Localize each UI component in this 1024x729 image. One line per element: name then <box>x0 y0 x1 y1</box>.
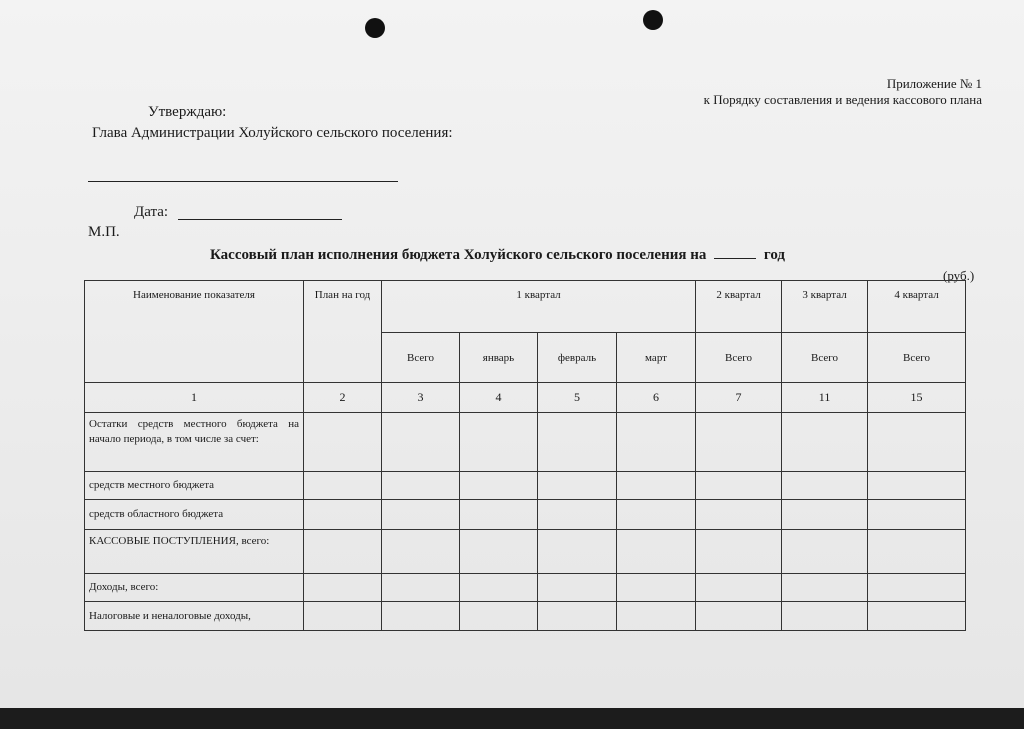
table-cell <box>617 573 696 601</box>
table-cell <box>617 601 696 630</box>
column-number: 15 <box>868 383 966 413</box>
table-cell <box>696 499 782 529</box>
table-row <box>85 499 966 529</box>
table-cell <box>382 529 460 573</box>
table-cell <box>868 573 966 601</box>
table-cell <box>304 601 382 630</box>
table-cell <box>696 471 782 499</box>
column-number: 7 <box>696 383 782 413</box>
table-cell <box>460 413 538 471</box>
table-row <box>85 413 966 471</box>
punch-hole-left <box>365 18 385 38</box>
table-cell <box>460 529 538 573</box>
date-label: Дата: <box>134 204 169 220</box>
table-cell <box>538 499 617 529</box>
table-cell <box>382 413 460 471</box>
column-number: 5 <box>538 383 617 413</box>
header-q1: 1 квартал <box>382 281 696 333</box>
table-cell <box>617 499 696 529</box>
table-cell <box>782 529 868 573</box>
header-indicator: Наименование показателя <box>85 281 304 383</box>
head-of-administration-label: Глава Администрации Холуйского сельского поселения: <box>92 125 453 141</box>
header-mar: март <box>617 333 696 383</box>
table-cell <box>538 529 617 573</box>
row-label: средств областного бюджета <box>85 499 304 529</box>
row-label: Остатки средств местного бюджета на начало периода, в том числе за счет: <box>85 413 304 471</box>
header-q2: 2 квартал <box>696 281 782 333</box>
table-cell <box>868 601 966 630</box>
table-cell <box>617 471 696 499</box>
table-cell <box>868 499 966 529</box>
table-cell <box>382 573 460 601</box>
table-cell <box>696 413 782 471</box>
row-label: средств местного бюджета <box>85 471 304 499</box>
table-row <box>85 573 966 601</box>
table-cell <box>782 601 868 630</box>
units-label: (руб.) <box>943 268 975 283</box>
table-cell <box>696 529 782 573</box>
header-q2-total: Всего <box>696 333 782 383</box>
table-row <box>85 529 966 573</box>
title-suffix: год <box>763 247 785 263</box>
table-cell <box>382 601 460 630</box>
table-cell <box>782 499 868 529</box>
approve-label: Утверждаю: <box>148 104 227 120</box>
header-feb: февраль <box>538 333 617 383</box>
signature-line <box>88 181 398 182</box>
row-label: КАССОВЫЕ ПОСТУПЛЕНИЯ, всего: <box>85 529 304 573</box>
column-number-row <box>85 383 966 413</box>
table-cell <box>696 601 782 630</box>
page-title <box>210 246 785 264</box>
appendix-line-1: Приложение № 1 <box>886 76 982 91</box>
table-cell <box>782 413 868 471</box>
table-cell <box>782 573 868 601</box>
table-cell <box>696 573 782 601</box>
column-number: 1 <box>85 383 304 413</box>
table-cell <box>304 529 382 573</box>
table-cell <box>304 413 382 471</box>
table-cell <box>538 601 617 630</box>
table-cell <box>868 471 966 499</box>
table-cell <box>460 601 538 630</box>
table-cell <box>538 471 617 499</box>
column-number: 4 <box>460 383 538 413</box>
table-row <box>85 601 966 630</box>
header-q1-total: Всего <box>382 333 460 383</box>
table-cell <box>460 499 538 529</box>
header-q3: 3 квартал <box>782 281 868 333</box>
cash-plan-table <box>84 280 966 631</box>
table-cell <box>304 471 382 499</box>
year-blank-line <box>714 246 756 259</box>
column-number: 2 <box>304 383 382 413</box>
table-cell <box>782 471 868 499</box>
header-q4: 4 квартал <box>868 281 966 333</box>
column-number: 3 <box>382 383 460 413</box>
table-cell <box>304 499 382 529</box>
table-cell <box>382 499 460 529</box>
scanner-edge <box>0 708 1024 729</box>
table-cell <box>538 413 617 471</box>
column-number: 11 <box>782 383 868 413</box>
table-row <box>85 471 966 499</box>
table-cell <box>304 573 382 601</box>
row-label: Налоговые и неналоговые доходы, <box>85 601 304 630</box>
header-q3-total: Всего <box>782 333 868 383</box>
table-cell <box>617 413 696 471</box>
punch-hole-right <box>643 10 663 30</box>
table-cell <box>382 471 460 499</box>
header-year-plan: План на год <box>304 281 382 383</box>
column-number: 6 <box>617 383 696 413</box>
stamp-label: М.П. <box>88 224 120 240</box>
table-cell <box>617 529 696 573</box>
table-cell <box>460 471 538 499</box>
header-jan: январь <box>460 333 538 383</box>
table-cell <box>868 413 966 471</box>
table-cell <box>538 573 617 601</box>
header-row-quarters <box>85 281 966 333</box>
row-label: Доходы, всего: <box>85 573 304 601</box>
table-cell <box>460 573 538 601</box>
appendix-line-2: к Порядку составления и ведения кассового плана <box>703 92 982 107</box>
title-text: Кассовый план исполнения бюджета Холуйского сельского поселения на <box>210 247 707 263</box>
header-q4-total: Всего <box>868 333 966 383</box>
date-line <box>178 219 342 220</box>
table-cell <box>868 529 966 573</box>
